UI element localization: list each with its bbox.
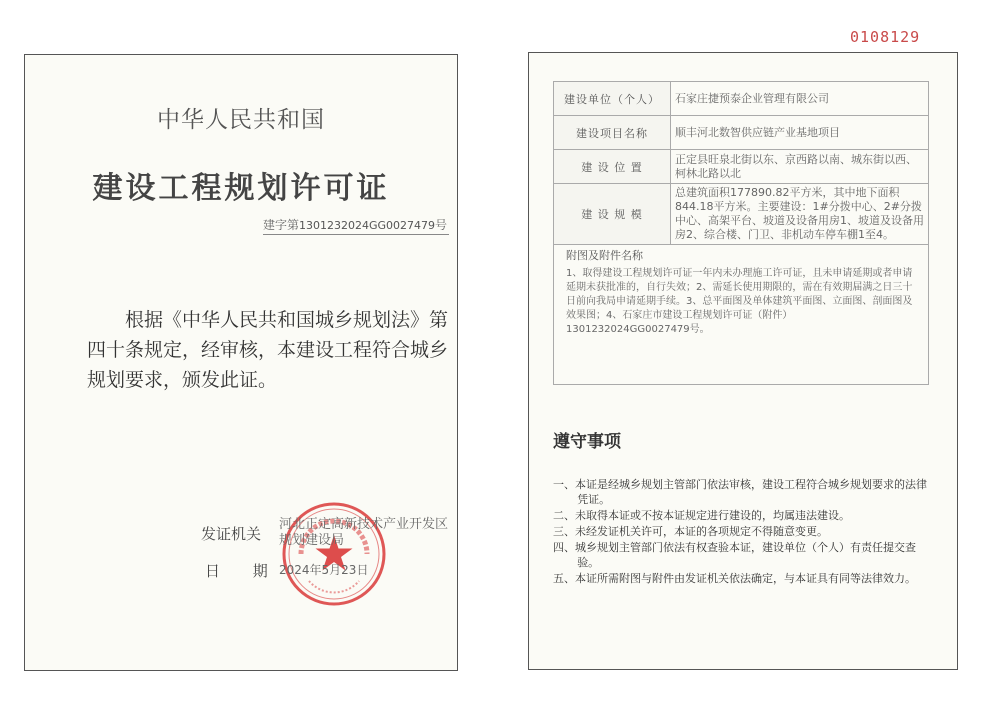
table-label: 建 设 规 模 — [554, 184, 671, 245]
table-value: 正定县旺泉北街以东、京西路以南、城东街以西、柯林北路以北 — [671, 150, 929, 184]
table-value: 顺丰河北数智供应链产业基地项目 — [671, 116, 929, 150]
attachments-box — [553, 239, 929, 385]
issue-date: 2024年5月23日 — [279, 563, 369, 577]
attachments-title: 附图及附件名称 — [566, 249, 643, 262]
project-info-table — [553, 81, 929, 245]
table-row — [554, 116, 929, 150]
list-item: 五、本证所需附图与附件由发证机关依法确定，与本证具有同等法律效力。 — [553, 572, 916, 585]
table-row — [554, 184, 929, 245]
list-item: 三、未经发证机关许可，本证的各项规定不得随意变更。 — [553, 525, 828, 538]
list-item: 二、未取得本证或不按本证规定进行建设的，均属违法建设。 — [553, 509, 850, 522]
table-row — [554, 82, 929, 116]
list-item: 一、本证是经城乡规划主管部门依法审核，建设工程符合城乡规划要求的法律凭证。 — [553, 478, 927, 506]
table-label: 建设项目名称 — [554, 116, 671, 150]
certificate-cover-page — [24, 54, 458, 671]
certificate-details-page — [528, 52, 958, 670]
table-row — [554, 150, 929, 184]
issuer-label: 发证机关 — [201, 525, 262, 543]
cert-number-prefix: 建字第 — [263, 218, 300, 232]
table-label: 建 设 位 置 — [554, 150, 671, 184]
list-item: 四、城乡规划主管部门依法有权查验本证，建设单位（个人）有责任提交查验。 — [553, 541, 916, 569]
country-name: 中华人民共和国 — [157, 107, 325, 133]
declaration-text: 根据《中华人民共和国城乡规划法》第四十条规定，经审核，本建设工程符合城乡规划要求，颁发此证。 — [87, 309, 449, 391]
cert-number-suffix: 号 — [435, 218, 448, 232]
notes-list — [553, 477, 937, 587]
cert-number-value: 1301232024GG0027479 — [299, 219, 436, 232]
attachments-text: 1、取得建设工程规划许可证一年内未办理施工许可证，且未申请延期或者申请延期未获批准的，自行失效；2、需延长使用期限的，需在有效期届满之日三十日前向我局申请延期手续。3、总平面图及单体建筑平面图、立面图、剖面图及效果图；4、石家庄市建设工程规划许可证（附件）1301232024GG0027479号。 — [566, 268, 913, 335]
table-value: 总建筑面积177890.82平方米，其中地下面积844.18平方米。主要建设：1#分拨中心、2#分拨中心、高架平台、坡道及设备用房1、坡道及设备用房2、综合楼、门卫、非机动车停车棚1至4。 — [671, 184, 929, 245]
table-label: 建设单位（个人） — [554, 82, 671, 116]
serial-number: 0108129 — [850, 28, 921, 46]
date-label: 日 期 — [205, 562, 282, 580]
notes-title: 遵守事项 — [553, 432, 621, 452]
certificate-title: 建设工程规划许可证 — [92, 171, 390, 206]
table-value: 石家庄捷预泰企业管理有限公司 — [671, 82, 929, 116]
certificate-number — [263, 216, 449, 235]
issuer-name: 河北正定高新技术产业开发区规划建设局 — [279, 517, 449, 548]
